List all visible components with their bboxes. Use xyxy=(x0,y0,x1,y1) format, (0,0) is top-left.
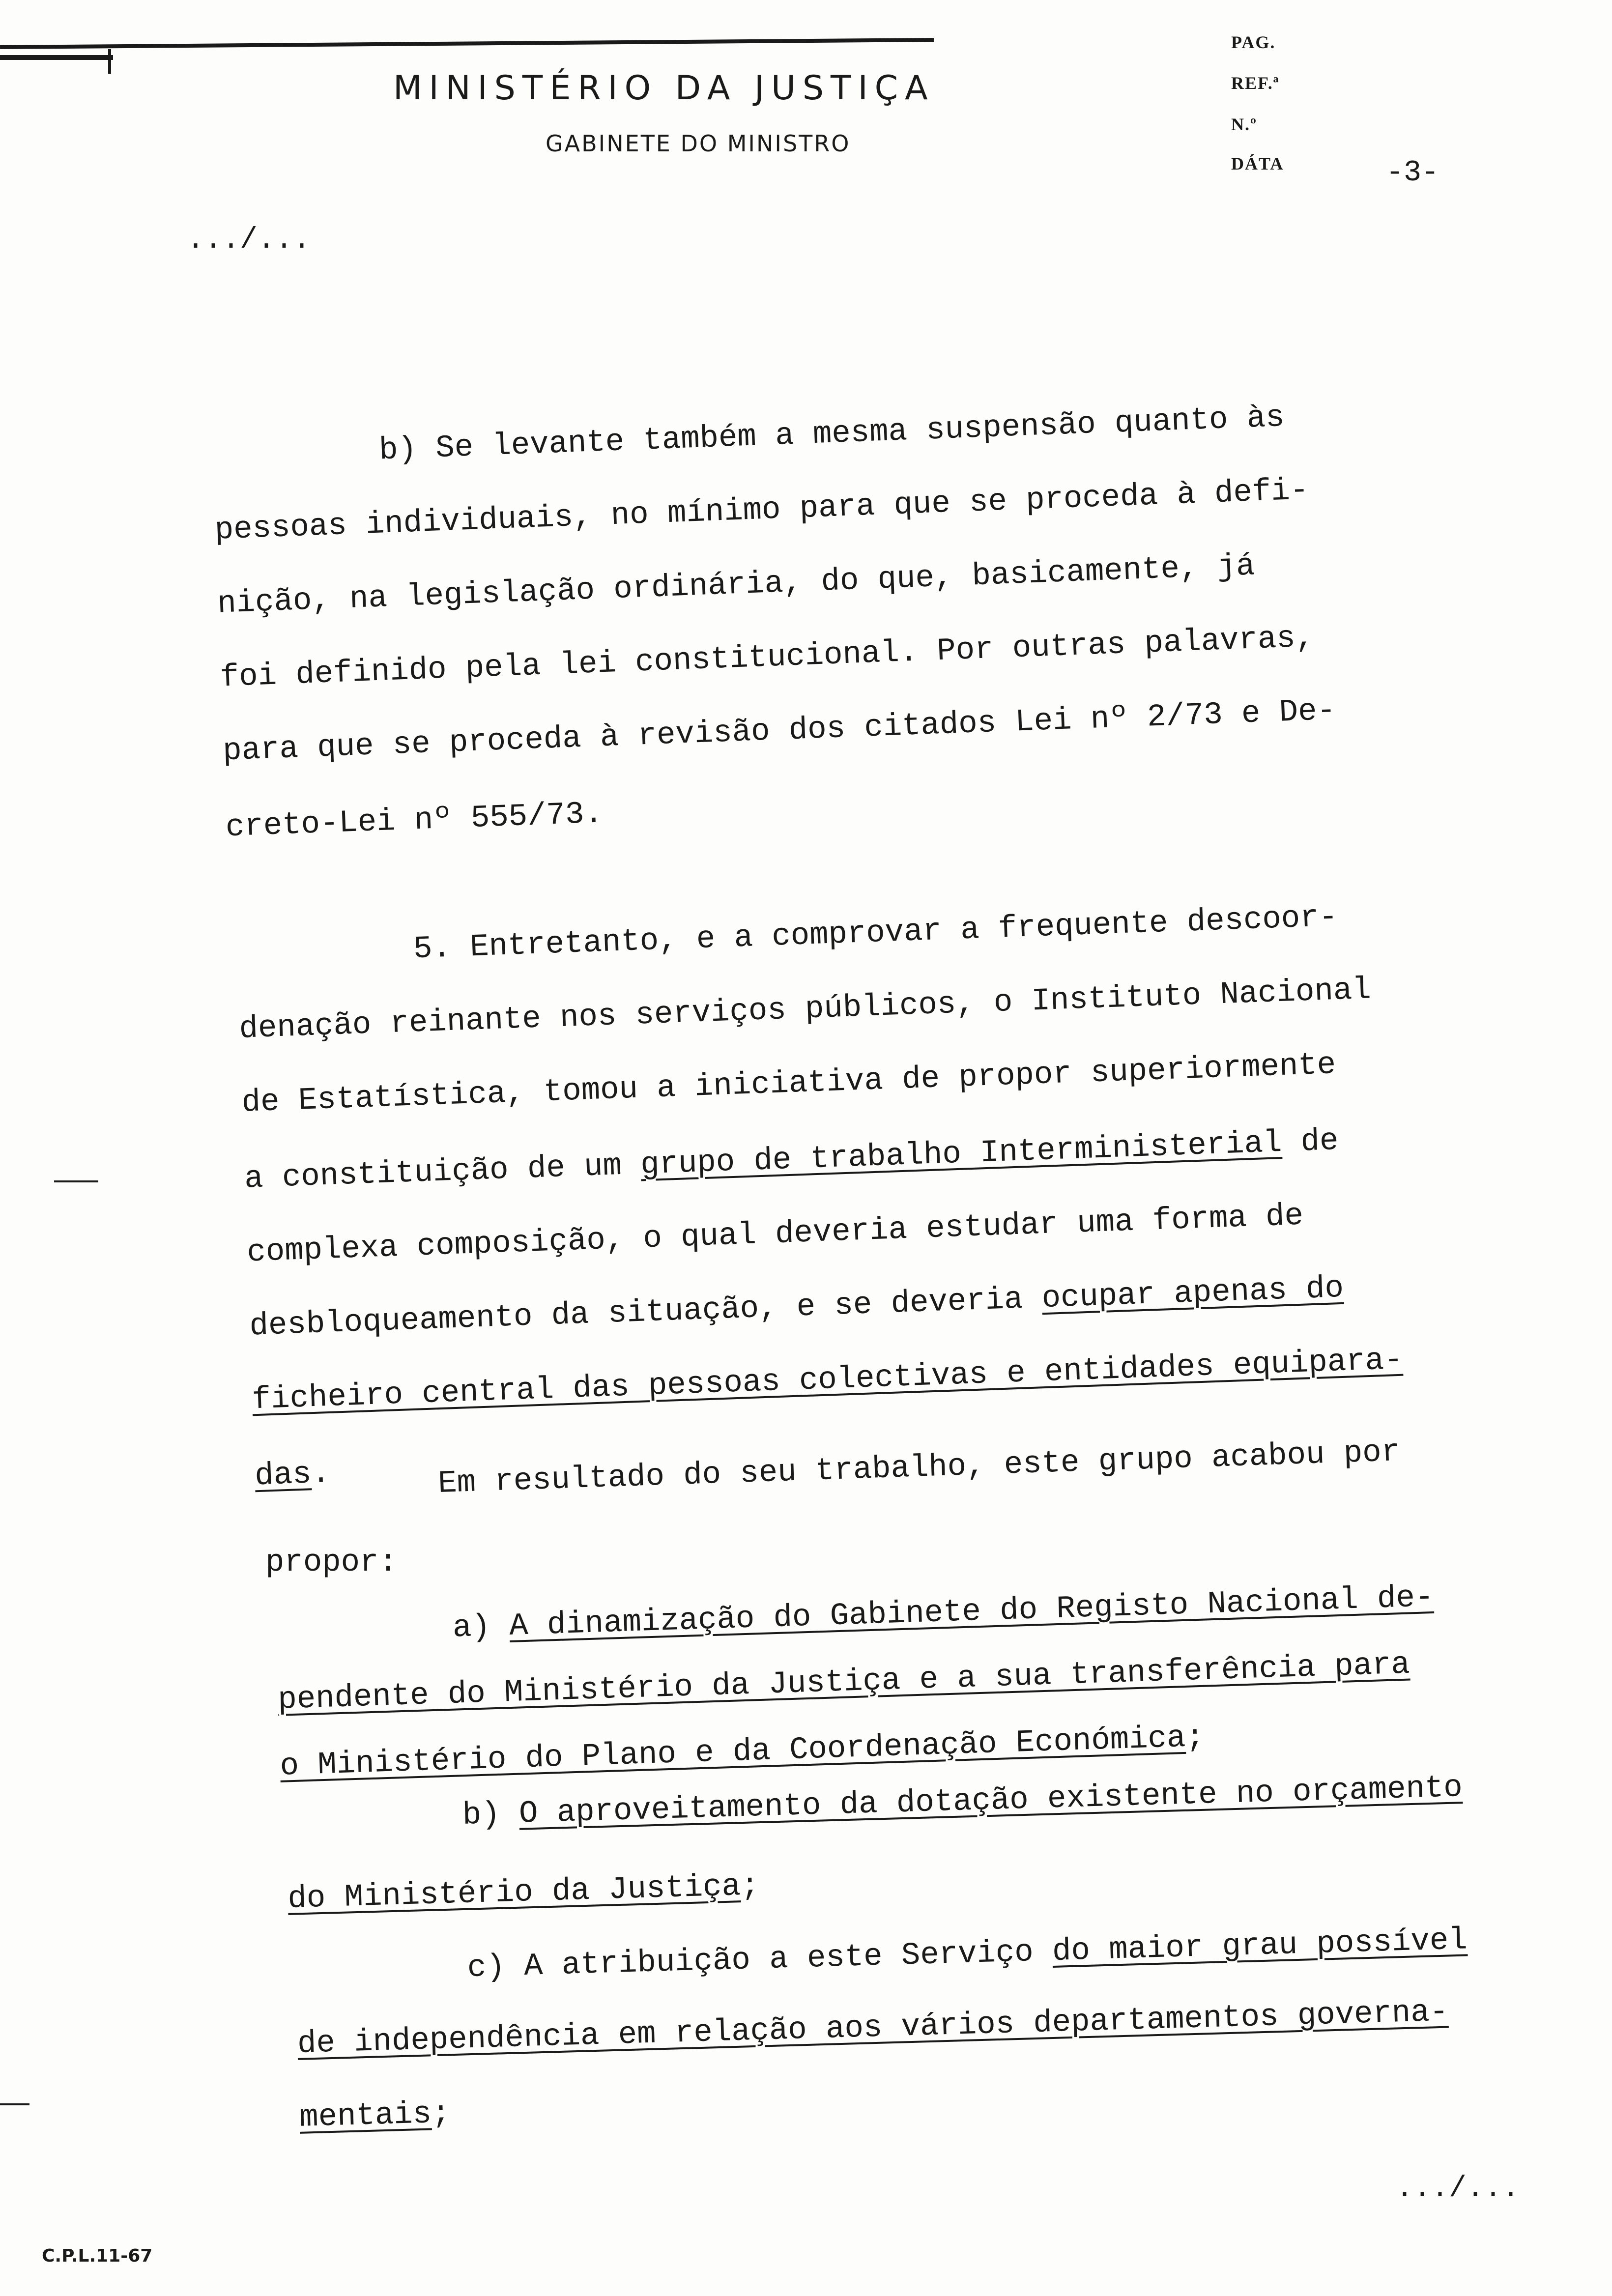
item-a-underlined-1: A dinamização do Gabinete do Registo Nacional de- xyxy=(509,1579,1435,1645)
paragraph-b-line-2: pessoas individuais, no mínimo para que se proceda à defi- xyxy=(214,473,1310,548)
paragraph-b-line-1: b) Se levante também a mesma suspensão quanto às xyxy=(378,400,1285,469)
item-b-underlined-1: O aproveitamento da dotação existente no orçamento xyxy=(518,1770,1463,1832)
item-a-prefix: a) xyxy=(452,1609,510,1646)
item-b-tail: ; xyxy=(740,1868,760,1905)
top-rule xyxy=(0,38,934,49)
meta-label-number: N.º xyxy=(1231,115,1257,134)
paragraph-5-line-4 xyxy=(244,1121,1339,1199)
paragraph-5-line-8 xyxy=(254,1454,331,1496)
item-a-line-2 xyxy=(277,1645,1410,1720)
left-margin-tick xyxy=(108,49,111,74)
item-b-line-2 xyxy=(287,1866,760,1919)
page-number: -3- xyxy=(1386,156,1439,190)
paragraph-5-line-7 xyxy=(252,1341,1404,1420)
margin-dash-2 xyxy=(0,2103,29,2105)
item-c-prefix: c) A atribuição a este Serviço xyxy=(466,1934,1053,1986)
item-b-prefix: b) xyxy=(461,1796,520,1834)
paragraph-b-line-3: nição, na legislação ordinária, do que, basicamente, já xyxy=(217,548,1256,622)
line-4-tail: de xyxy=(1281,1123,1339,1161)
ministry-title: MINISTÉRIO DA JUSTIÇA xyxy=(393,69,935,108)
cabinet-subtitle: GABINETE DO MINISTRO xyxy=(546,130,851,157)
underlined-central-file: ficheiro central das pessoas colectivas e entidades equipara- xyxy=(251,1342,1404,1418)
item-c-underlined-3: mentais xyxy=(299,2096,432,2136)
underlined-working-group: grupo de trabalho Interministerial xyxy=(640,1125,1283,1183)
paragraph-b-line-5: para que se proceda à revisão dos citados Lei nº 2/73 e De- xyxy=(222,693,1337,770)
item-b-underlined-2: do Ministério da Justiça xyxy=(287,1869,741,1917)
item-c-underlined-2: de independência em relação aos vários departamentos governa- xyxy=(297,1994,1449,2062)
item-c-underlined-1: do maior grau possível xyxy=(1052,1923,1468,1970)
underlined-occupy-only: ocupar apenas do xyxy=(1041,1270,1345,1317)
line-8-tail: . xyxy=(311,1456,331,1492)
underlined-das: das xyxy=(254,1457,312,1494)
item-a-tail: ; xyxy=(1185,1720,1205,1756)
paragraph-5-line-6 xyxy=(249,1269,1344,1347)
meta-label-ref: REF.ª xyxy=(1231,73,1280,93)
item-c-line-1 xyxy=(467,1921,1468,1988)
item-a-line-3 xyxy=(279,1718,1205,1786)
line-6-text: desbloqueamento da situação, e se deveria xyxy=(249,1281,1043,1345)
paragraph-5-line-5: complexa composição, o qual deveria estudar uma forma de xyxy=(246,1198,1304,1271)
result-line-1: Em resultado do seu trabalho, este grupo acabou por xyxy=(437,1435,1401,1502)
left-margin-mark xyxy=(0,55,113,60)
item-a-underlined-3: o Ministério do Plano e da Coordenação Económica xyxy=(279,1720,1186,1784)
item-c-line-3 xyxy=(299,2094,451,2138)
result-line-2: propor: xyxy=(265,1545,398,1580)
continuation-bottom: .../... xyxy=(1396,2172,1520,2206)
item-c-line-2 xyxy=(297,1993,1449,2064)
meta-label-page: PAG. xyxy=(1231,32,1276,52)
item-b-line-1 xyxy=(462,1768,1463,1836)
meta-label-date: DÁTA xyxy=(1231,154,1284,173)
margin-dash-1 xyxy=(54,1180,98,1182)
line-4-text: a constituição de um xyxy=(244,1148,641,1197)
paragraph-5-line-1: 5. Entretanto, e a comprovar a frequente descoor- xyxy=(412,899,1339,968)
item-a-underlined-2: pendente do Ministério da Justiça e a sua transferência para xyxy=(277,1647,1410,1718)
form-code: C.P.L.11-67 xyxy=(42,2246,153,2266)
paragraph-5-line-2: denação reinante nos serviços públicos, o Instituto Nacional xyxy=(238,972,1372,1047)
paragraph-b-line-6: creto-Lei nº 555/73. xyxy=(225,796,604,846)
item-a-line-1 xyxy=(452,1578,1435,1648)
continuation-top: .../... xyxy=(187,224,311,257)
item-c-tail: ; xyxy=(431,2096,451,2132)
paragraph-5-line-3: de Estatística, tomou a iniciativa de propor superiormente xyxy=(241,1047,1337,1121)
paragraph-b-line-4: foi definido pela lei constitucional. Por outras palavras, xyxy=(219,620,1315,696)
